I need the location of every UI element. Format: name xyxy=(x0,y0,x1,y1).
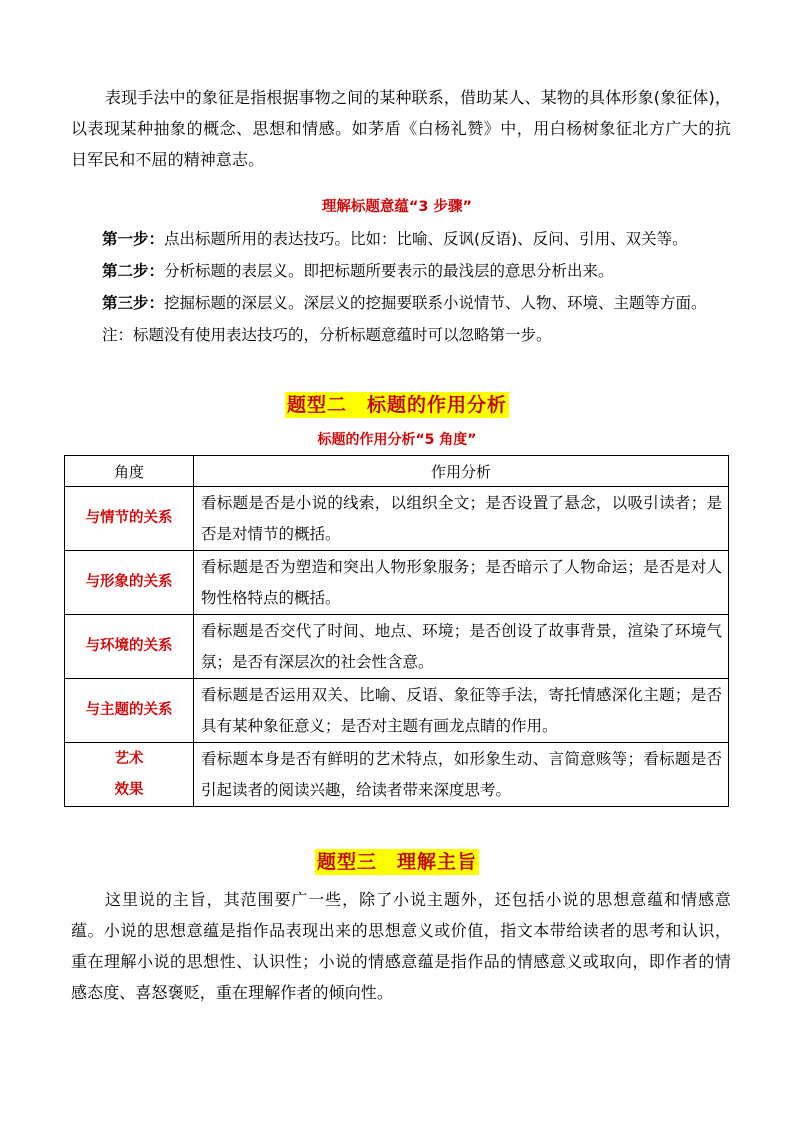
section3-paragraph: 这里说的主旨，其范围要广一些，除了小说主题外，还包括小说的思想意蕴和情感意蕴。小说的思想意蕴是指作品表现出来的思想意义或价值，指文本带给读者的思考和认识，重在理解小说的思想性、认识性；小说的情感意蕴是指作品的情感意义或取向，即作者的情感态度、喜怒褒贬，重在理解作者的倾向性。 xyxy=(71,890,731,1002)
angle-cell xyxy=(65,743,194,807)
table-header-analysis: 作用分析 xyxy=(194,456,729,487)
table-row xyxy=(65,679,729,743)
steps-heading: 理解标题意蕴“3 步骤” xyxy=(321,199,473,215)
step-1 xyxy=(102,229,688,249)
intro-paragraph: 表现手法中的象征是指根据事物之间的某种联系，借助某人、某物的具体形象(象征体)，以表现某种抽象的概念、思想和情感。如茅盾《白杨礼赞》中，用白杨树象征北方广大的抗日军民和不屈的精神意志。 xyxy=(71,88,731,169)
section3-title-text: 题型三 理解主旨 xyxy=(316,851,477,873)
table-caption: 标题的作用分析“5 角度” xyxy=(317,432,477,448)
analysis-cell: 看标题本身是否有鲜明的艺术特点，如形象生动、言简意赅等；看标题是否引起读者的阅读兴趣，给读者带来深度思考。 xyxy=(194,743,729,807)
section2-title xyxy=(0,392,794,418)
analysis-cell: 看标题是否为塑造和突出人物形象服务；是否暗示了人物命运；是否是对人物性格特点的概括。 xyxy=(194,551,729,615)
angle-line-2: 效果 xyxy=(114,781,144,798)
section3-title xyxy=(0,849,794,875)
table-row xyxy=(65,615,729,679)
angle-cell: 与情节的关系 xyxy=(65,487,194,551)
step-2-label: 第二步： xyxy=(102,262,165,280)
note: 注：标题没有使用表达技巧的，分析标题意蕴时可以忽略第一步。 xyxy=(102,326,552,344)
step-2-text: 分析标题的表层义。即把标题所要表示的最浅层的意思分析出来。 xyxy=(164,262,614,280)
analysis-cell: 看标题是否是小说的线索，以组织全文；是否设置了悬念，以吸引读者；是否是对情节的概括。 xyxy=(194,487,729,551)
step-1-text: 点出标题所用的表达技巧。比如：比喻、反讽(反语)、反问、引用、双关等。 xyxy=(164,230,688,248)
analysis-cell: 看标题是否运用双关、比喻、反语、象征等手法，寄托情感深化主题；是否具有某种象征意义；是否对主题有画龙点睛的作用。 xyxy=(194,679,729,743)
analysis-cell: 看标题是否交代了时间、地点、环境；是否创设了故事背景，渲染了环境气氛；是否有深层次的社会性含意。 xyxy=(194,615,729,679)
table-header-row xyxy=(65,456,729,487)
step-3-label: 第三步： xyxy=(102,294,165,312)
step-2 xyxy=(102,261,614,281)
table-row xyxy=(65,743,729,807)
angle-cell: 与形象的关系 xyxy=(65,551,194,615)
table-header-angle: 角度 xyxy=(65,456,194,487)
step-3 xyxy=(102,293,707,313)
step-1-label: 第一步： xyxy=(102,230,165,248)
angle-cell: 与环境的关系 xyxy=(65,615,194,679)
angle-cell: 与主题的关系 xyxy=(65,679,194,743)
step-3-text: 挖掘标题的深层义。深层义的挖掘要联系小说情节、人物、环境、主题等方面。 xyxy=(164,294,707,312)
table-row xyxy=(65,487,729,551)
angle-line-1: 艺术 xyxy=(114,750,144,767)
section2-title-text: 题型二 标题的作用分析 xyxy=(286,394,507,416)
table-row xyxy=(65,551,729,615)
title-function-table xyxy=(64,455,729,807)
